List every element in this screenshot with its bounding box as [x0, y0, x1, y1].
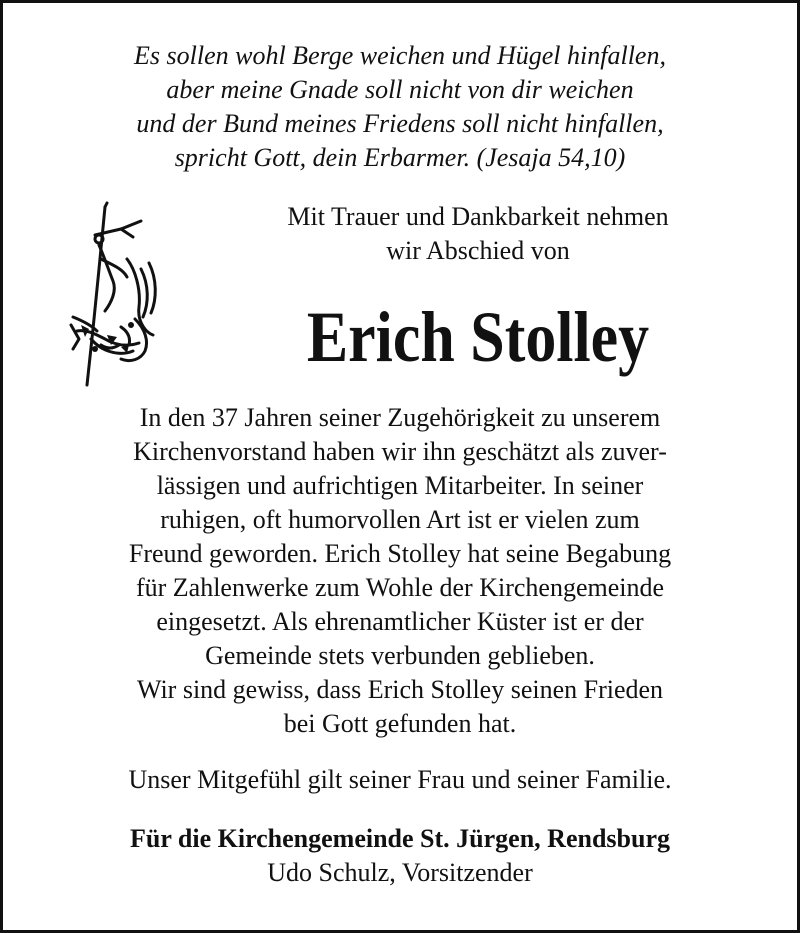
- church-symbol-icon: [61, 199, 173, 389]
- intro-line: wir Abschied von: [386, 236, 570, 265]
- intro-line: Mit Trauer und Dankbarkeit nehmen: [287, 202, 669, 231]
- tribute-line: Freund geworden. Erich Stolley hat seine Begabung: [128, 539, 672, 568]
- tribute-line: Gemeinde stets verbunden geblieben.: [205, 641, 595, 670]
- verse-line: spricht Gott, dein Erbarmer. (Jesaja 54,10): [174, 143, 626, 172]
- signature-block: [3, 822, 797, 890]
- tribute-text: [3, 401, 797, 741]
- verse-line: aber meine Gnade soll nicht von dir weichen: [166, 75, 634, 104]
- verse-line: und der Bund meines Friedens soll nicht hinfallen,: [136, 109, 664, 138]
- signature-organization: Für die Kirchengemeinde St. Jürgen, Rendsburg: [129, 824, 670, 853]
- tribute-line: In den 37 Jahren seiner Zugehörigkeit zu unserem: [139, 403, 661, 432]
- verse-line: Es sollen wohl Berge weichen und Hügel hinfallen,: [134, 41, 666, 70]
- tribute-line: Wir sind gewiss, dass Erich Stolley seinen Frieden: [136, 675, 664, 704]
- tribute-line: für Zahlenwerke zum Wohle der Kirchengemeinde: [135, 573, 665, 602]
- intro-text: [213, 200, 743, 268]
- sympathy-text: Unser Mitgefühl gilt seiner Frau und seiner Familie.: [128, 765, 672, 794]
- tribute-line: bei Gott gefunden hat.: [283, 709, 517, 738]
- tribute-line: lässigen und aufrichtigen Mitarbeiter. In seiner: [156, 471, 644, 500]
- tribute-line: eingesetzt. Als ehrenamtlicher Küster ist er der: [156, 607, 644, 636]
- tribute-line: Kirchenvorstand haben wir ihn geschätzt als zuver-: [133, 437, 667, 466]
- tribute-line: ruhigen, oft humorvollen Art ist er vielen zum: [160, 505, 640, 534]
- signature-person: Udo Schulz, Vorsitzender: [267, 858, 533, 887]
- deceased-name: Erich Stolley: [306, 297, 650, 377]
- bible-verse: [3, 39, 797, 175]
